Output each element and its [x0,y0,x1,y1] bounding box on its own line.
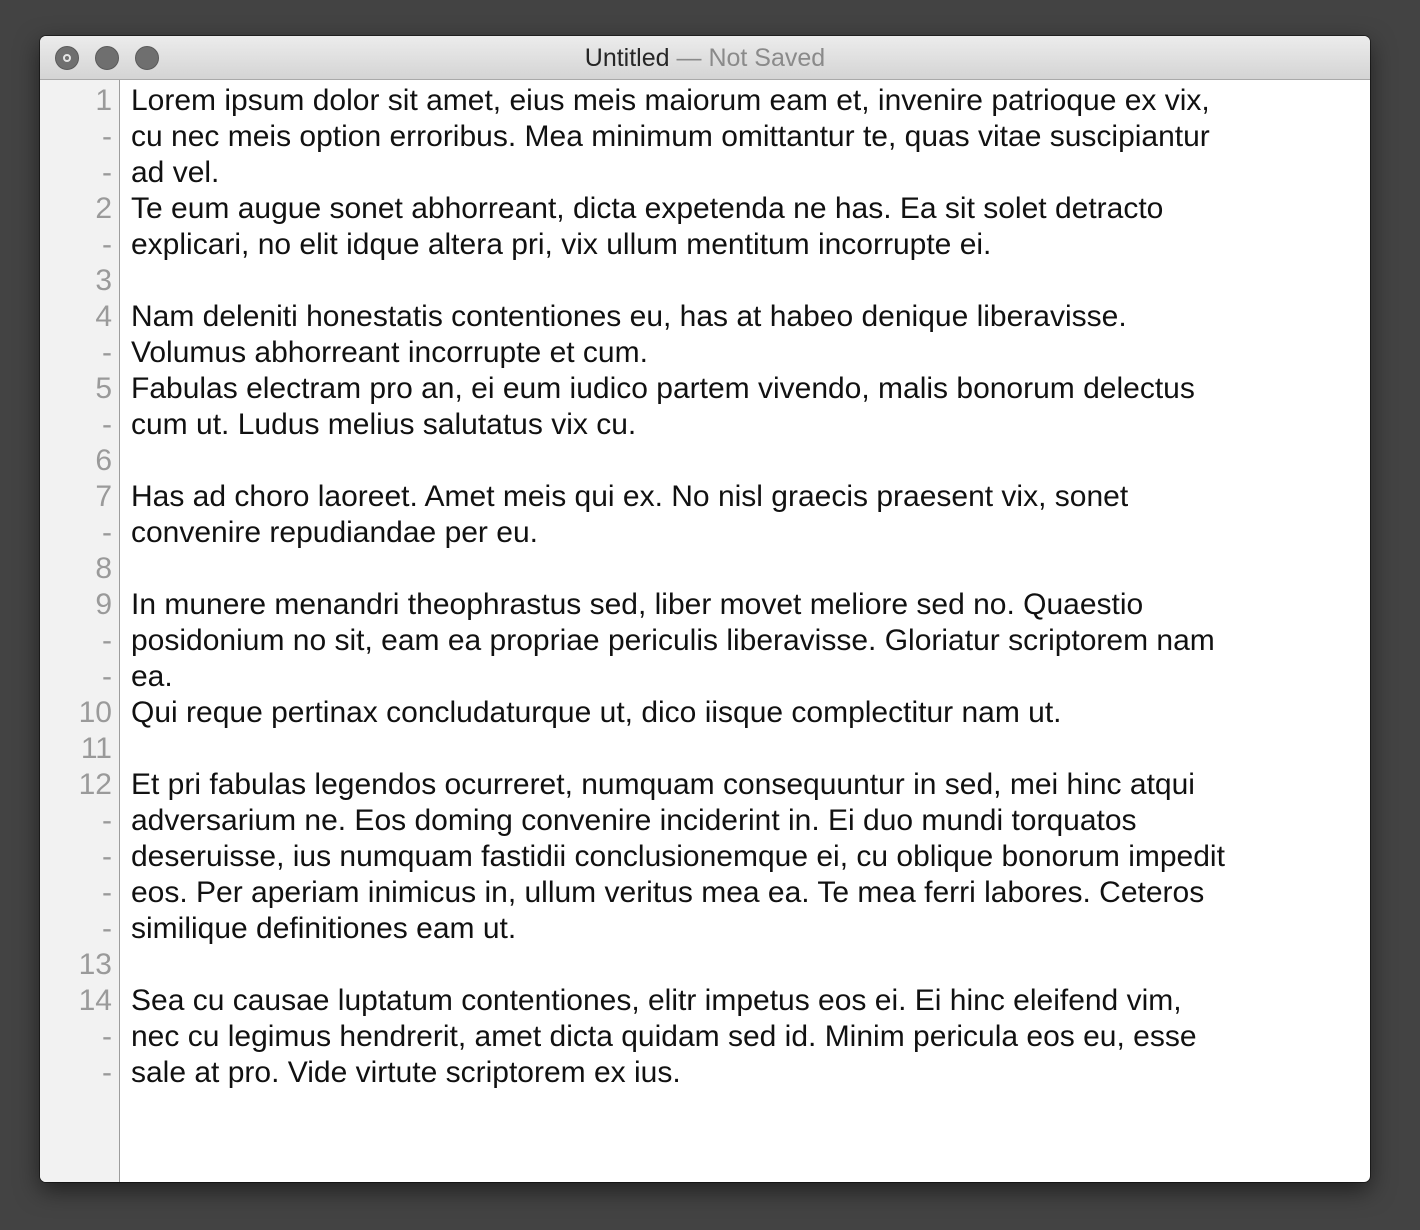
text-line[interactable]: sale at pro. Vide virtute scriptorem ex ius. [131,1056,681,1089]
text-line[interactable]: convenire repudiandae per eu. [131,516,538,549]
empty-line[interactable] [131,551,1363,587]
text-line[interactable]: nec cu legimus hendrerit, amet dicta quidam sed id. Minim pericula eos eu, esse [131,1020,1197,1053]
wrap-marker: - [102,660,112,693]
line-number: 11 [80,732,112,765]
wrap-marker: - [102,804,112,837]
line-number: 7 [95,480,112,513]
text-line[interactable]: similique definitiones eam ut. [131,912,517,945]
title-separator: — [676,44,702,72]
empty-line[interactable] [131,731,1363,767]
wrap-marker: - [102,408,112,441]
line-number: 14 [78,984,112,1017]
document-name: Untitled [584,44,670,72]
text-line[interactable]: explicari, no elit idque altera pri, vix ullum mentitum incorrupte ei. [131,228,992,261]
text-line[interactable]: Sea cu causae luptatum contentiones, elitr impetus eos ei. Ei hinc eleifend vim, [131,984,1182,1017]
wrap-marker: - [102,228,112,261]
empty-line[interactable] [131,443,1363,479]
window-title [40,36,1370,80]
line-number: 9 [95,588,112,621]
text-line[interactable]: Te eum augue sonet abhorreant, dicta expetenda ne has. Ea sit solet detracto [131,192,1164,225]
text-line[interactable]: posidonium no sit, eam ea propriae periculis liberavisse. Gloriatur scriptorem nam [131,624,1215,657]
line-number: 10 [78,696,112,729]
wrap-marker: - [102,624,112,657]
text-line[interactable]: Et pri fabulas legendos ocurreret, numquam consequuntur in sed, mei hinc atqui [131,768,1195,801]
line-number: 8 [95,552,112,585]
text-line[interactable]: deseruisse, ius numquam fastidii conclusionemque ei, cu oblique bonorum impedit [131,840,1225,873]
empty-line[interactable] [131,947,1363,983]
text-editor-area[interactable] [131,83,1363,1091]
text-line[interactable]: cum ut. Ludus melius salutatus vix cu. [131,408,637,441]
line-number: 12 [78,768,112,801]
line-number: 2 [95,192,112,225]
text-line[interactable]: cu nec meis option erroribus. Mea minimum omittantur te, quas vitae suscipiantur [131,120,1210,153]
editor-window [40,36,1370,1182]
wrap-marker: - [102,156,112,189]
wrap-marker: - [102,1020,112,1053]
text-line[interactable]: adversarium ne. Eos doming convenire inciderint in. Ei duo mundi torquatos [131,804,1137,837]
line-number: 1 [95,84,112,117]
text-line[interactable]: eos. Per aperiam inimicus in, ullum veritus mea ea. Te mea ferri labores. Ceteros [131,876,1205,909]
text-line[interactable]: Volumus abhorreant incorrupte et cum. [131,336,648,369]
wrap-marker: - [102,516,112,549]
text-line[interactable]: Nam deleniti honestatis contentiones eu, has at habeo denique liberavisse. [131,300,1127,333]
line-number: 4 [95,300,112,333]
wrap-marker: - [102,912,112,945]
line-number: 13 [78,948,112,981]
text-line[interactable]: ea. [131,660,173,693]
text-line[interactable]: Fabulas electram pro an, ei eum iudico partem vivendo, malis bonorum delectus [131,372,1195,405]
line-number: 3 [95,264,112,297]
title-bar[interactable] [40,36,1370,80]
text-line[interactable]: Qui reque pertinax concludaturque ut, dico iisque complectitur nam ut. [131,696,1062,729]
wrap-marker: - [102,840,112,873]
wrap-marker: - [102,120,112,153]
text-line[interactable]: Lorem ipsum dolor sit amet, eius meis maiorum eam et, invenire patrioque ex vix, [131,84,1210,117]
text-line[interactable]: Has ad choro laoreet. Amet meis qui ex. No nisl graecis praesent vix, sonet [131,480,1129,513]
wrap-marker: - [102,336,112,369]
text-line[interactable]: ad vel. [131,156,220,189]
text-line[interactable]: In munere menandri theophrastus sed, liber movet meliore sed no. Quaestio [131,588,1144,621]
line-number: 6 [95,444,112,477]
line-number-column [40,83,112,1091]
save-status: Not Saved [708,44,826,72]
wrap-marker: - [102,1056,112,1089]
line-number: 5 [95,372,112,405]
wrap-marker: - [102,876,112,909]
empty-line[interactable] [131,263,1363,299]
